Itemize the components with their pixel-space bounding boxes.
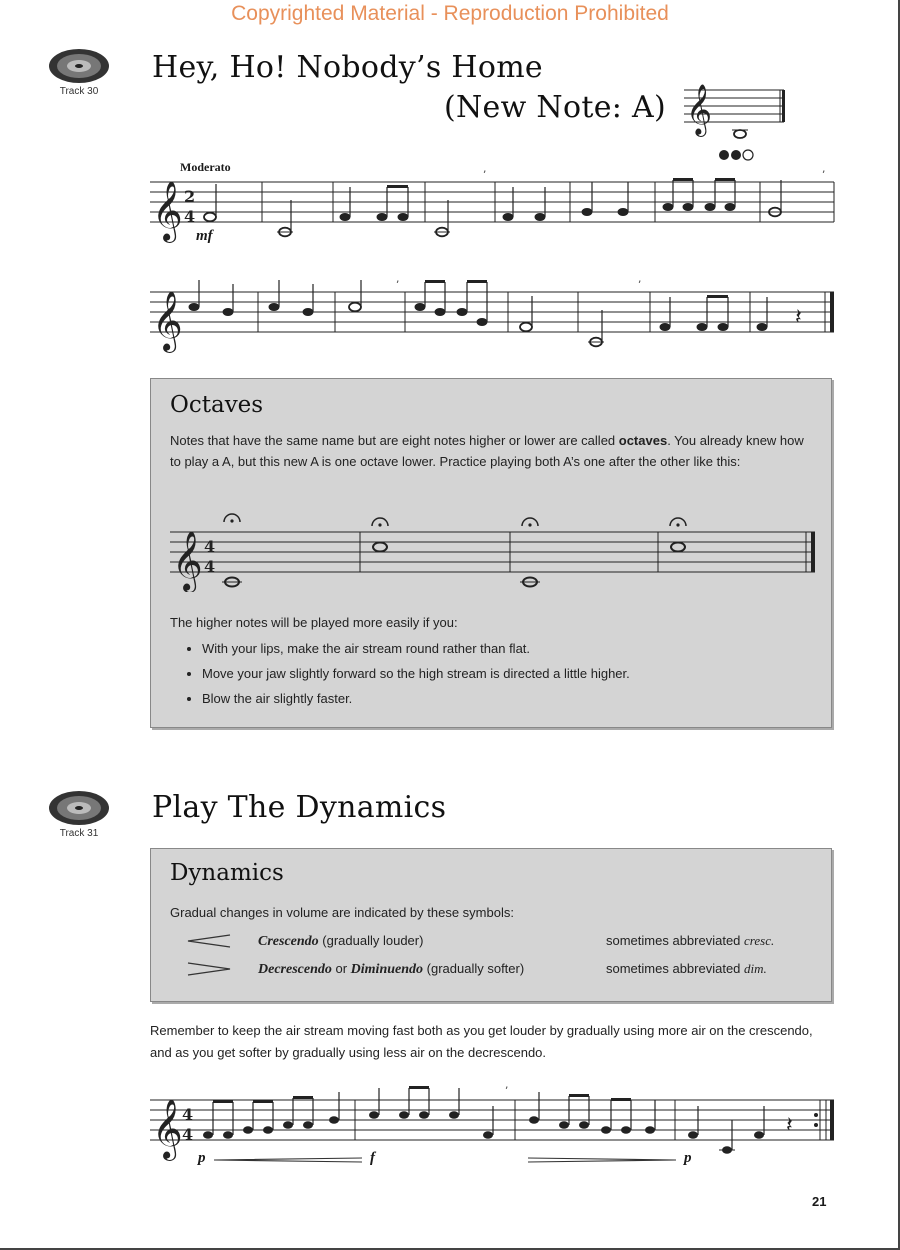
treble-clef-icon: 𝄞 <box>686 84 713 135</box>
remember-paragraph: Remember to keep the air stream moving fast both as you get louder by gradually using more air on the crescendo, and as you get softer by gradually using less air on the decrescendo. <box>150 1023 813 1060</box>
cd-icon <box>48 790 110 826</box>
svg-text:’: ’ <box>822 170 826 181</box>
crescendo-row: Crescendo (gradually louder) <box>258 933 424 949</box>
new-note-staff <box>680 78 790 168</box>
crescendo-hairpin-icon <box>214 1158 362 1162</box>
decrescendo-icon <box>186 962 232 976</box>
tempo-marking: Moderato <box>180 160 231 174</box>
decrescendo-row: Decrescendo or Diminuendo (gradually softer) <box>258 961 525 977</box>
svg-text:’: ’ <box>505 1086 509 1097</box>
svg-text:’: ’ <box>638 280 642 291</box>
svg-text:4: 4 <box>204 537 216 556</box>
dynamic-marking: mf <box>196 228 213 244</box>
section-title: Play The Dynamics <box>152 790 447 825</box>
dynamic-marking: p <box>198 1150 206 1166</box>
song-subtitle: (New Note: A) <box>444 90 666 125</box>
octaves-title: Octaves <box>170 392 264 418</box>
crescendo-icon <box>186 934 232 948</box>
decrescendo-note: sometimes abbreviated dim. <box>606 961 767 976</box>
svg-text:2: 2 <box>184 187 196 206</box>
svg-text:4: 4 <box>182 1125 194 1144</box>
octaves-paragraph: Notes that have the same name but are eight notes higher or lower are called octaves. You already knew how to play a A, but this new A is one octave lower. Practice playing both A’s one after the other like this: <box>170 433 804 469</box>
music-staff-2 <box>150 280 840 360</box>
music-staff-3 <box>150 1080 840 1176</box>
svg-text:’: ’ <box>396 280 400 291</box>
svg-text:4: 4 <box>184 207 196 226</box>
list-item: • Move your jaw slightly forward so the high stream is directed a little higher. <box>202 661 842 686</box>
fermata-icon <box>224 514 686 526</box>
crescendo-note: sometimes abbreviated cresc. <box>606 933 775 948</box>
music-staff-1 <box>150 170 840 250</box>
track-label: Track 30 <box>59 86 99 97</box>
treble-clef-icon: 𝄞 <box>152 181 183 241</box>
fingering-closed-icon <box>731 150 741 160</box>
svg-text:4: 4 <box>182 1105 194 1124</box>
decrescendo-hairpin-icon <box>528 1158 676 1162</box>
treble-clef-icon: 𝄞 <box>152 291 183 351</box>
fingering-closed-icon <box>719 150 729 160</box>
dynamic-marking: p <box>684 1150 692 1166</box>
song-title: Hey, Ho! Nobody’s Home <box>152 50 543 85</box>
svg-text:’: ’ <box>483 170 487 181</box>
octaves-staff <box>170 512 820 592</box>
whole-note-icon <box>734 130 746 138</box>
list-item: • Blow the air slightly faster. <box>202 686 842 711</box>
page-number: 21 <box>812 1194 827 1209</box>
dynamic-marking: f <box>370 1150 375 1166</box>
dynamics-title: Dynamics <box>170 860 284 886</box>
quarter-rest-icon: 𝄽 <box>786 1113 793 1138</box>
fingering-open-icon <box>743 150 753 160</box>
svg-text:4: 4 <box>204 557 216 576</box>
quarter-rest-icon: 𝄽 <box>795 305 802 330</box>
octaves-tips-list <box>170 636 842 711</box>
dynamics-intro: Gradual changes in volume are indicated by these symbols: <box>170 905 514 920</box>
treble-clef-icon: 𝄞 <box>172 531 203 591</box>
cd-icon <box>48 48 110 84</box>
copyright-watermark: Copyrighted Material - Reproduction Prohibited <box>231 2 669 25</box>
octaves-intro: The higher notes will be played more easily if you: <box>170 615 458 630</box>
track-label: Track 31 <box>59 828 99 839</box>
treble-clef-icon: 𝄞 <box>152 1099 183 1159</box>
list-item: • With your lips, make the air stream round rather than flat. <box>202 636 842 661</box>
